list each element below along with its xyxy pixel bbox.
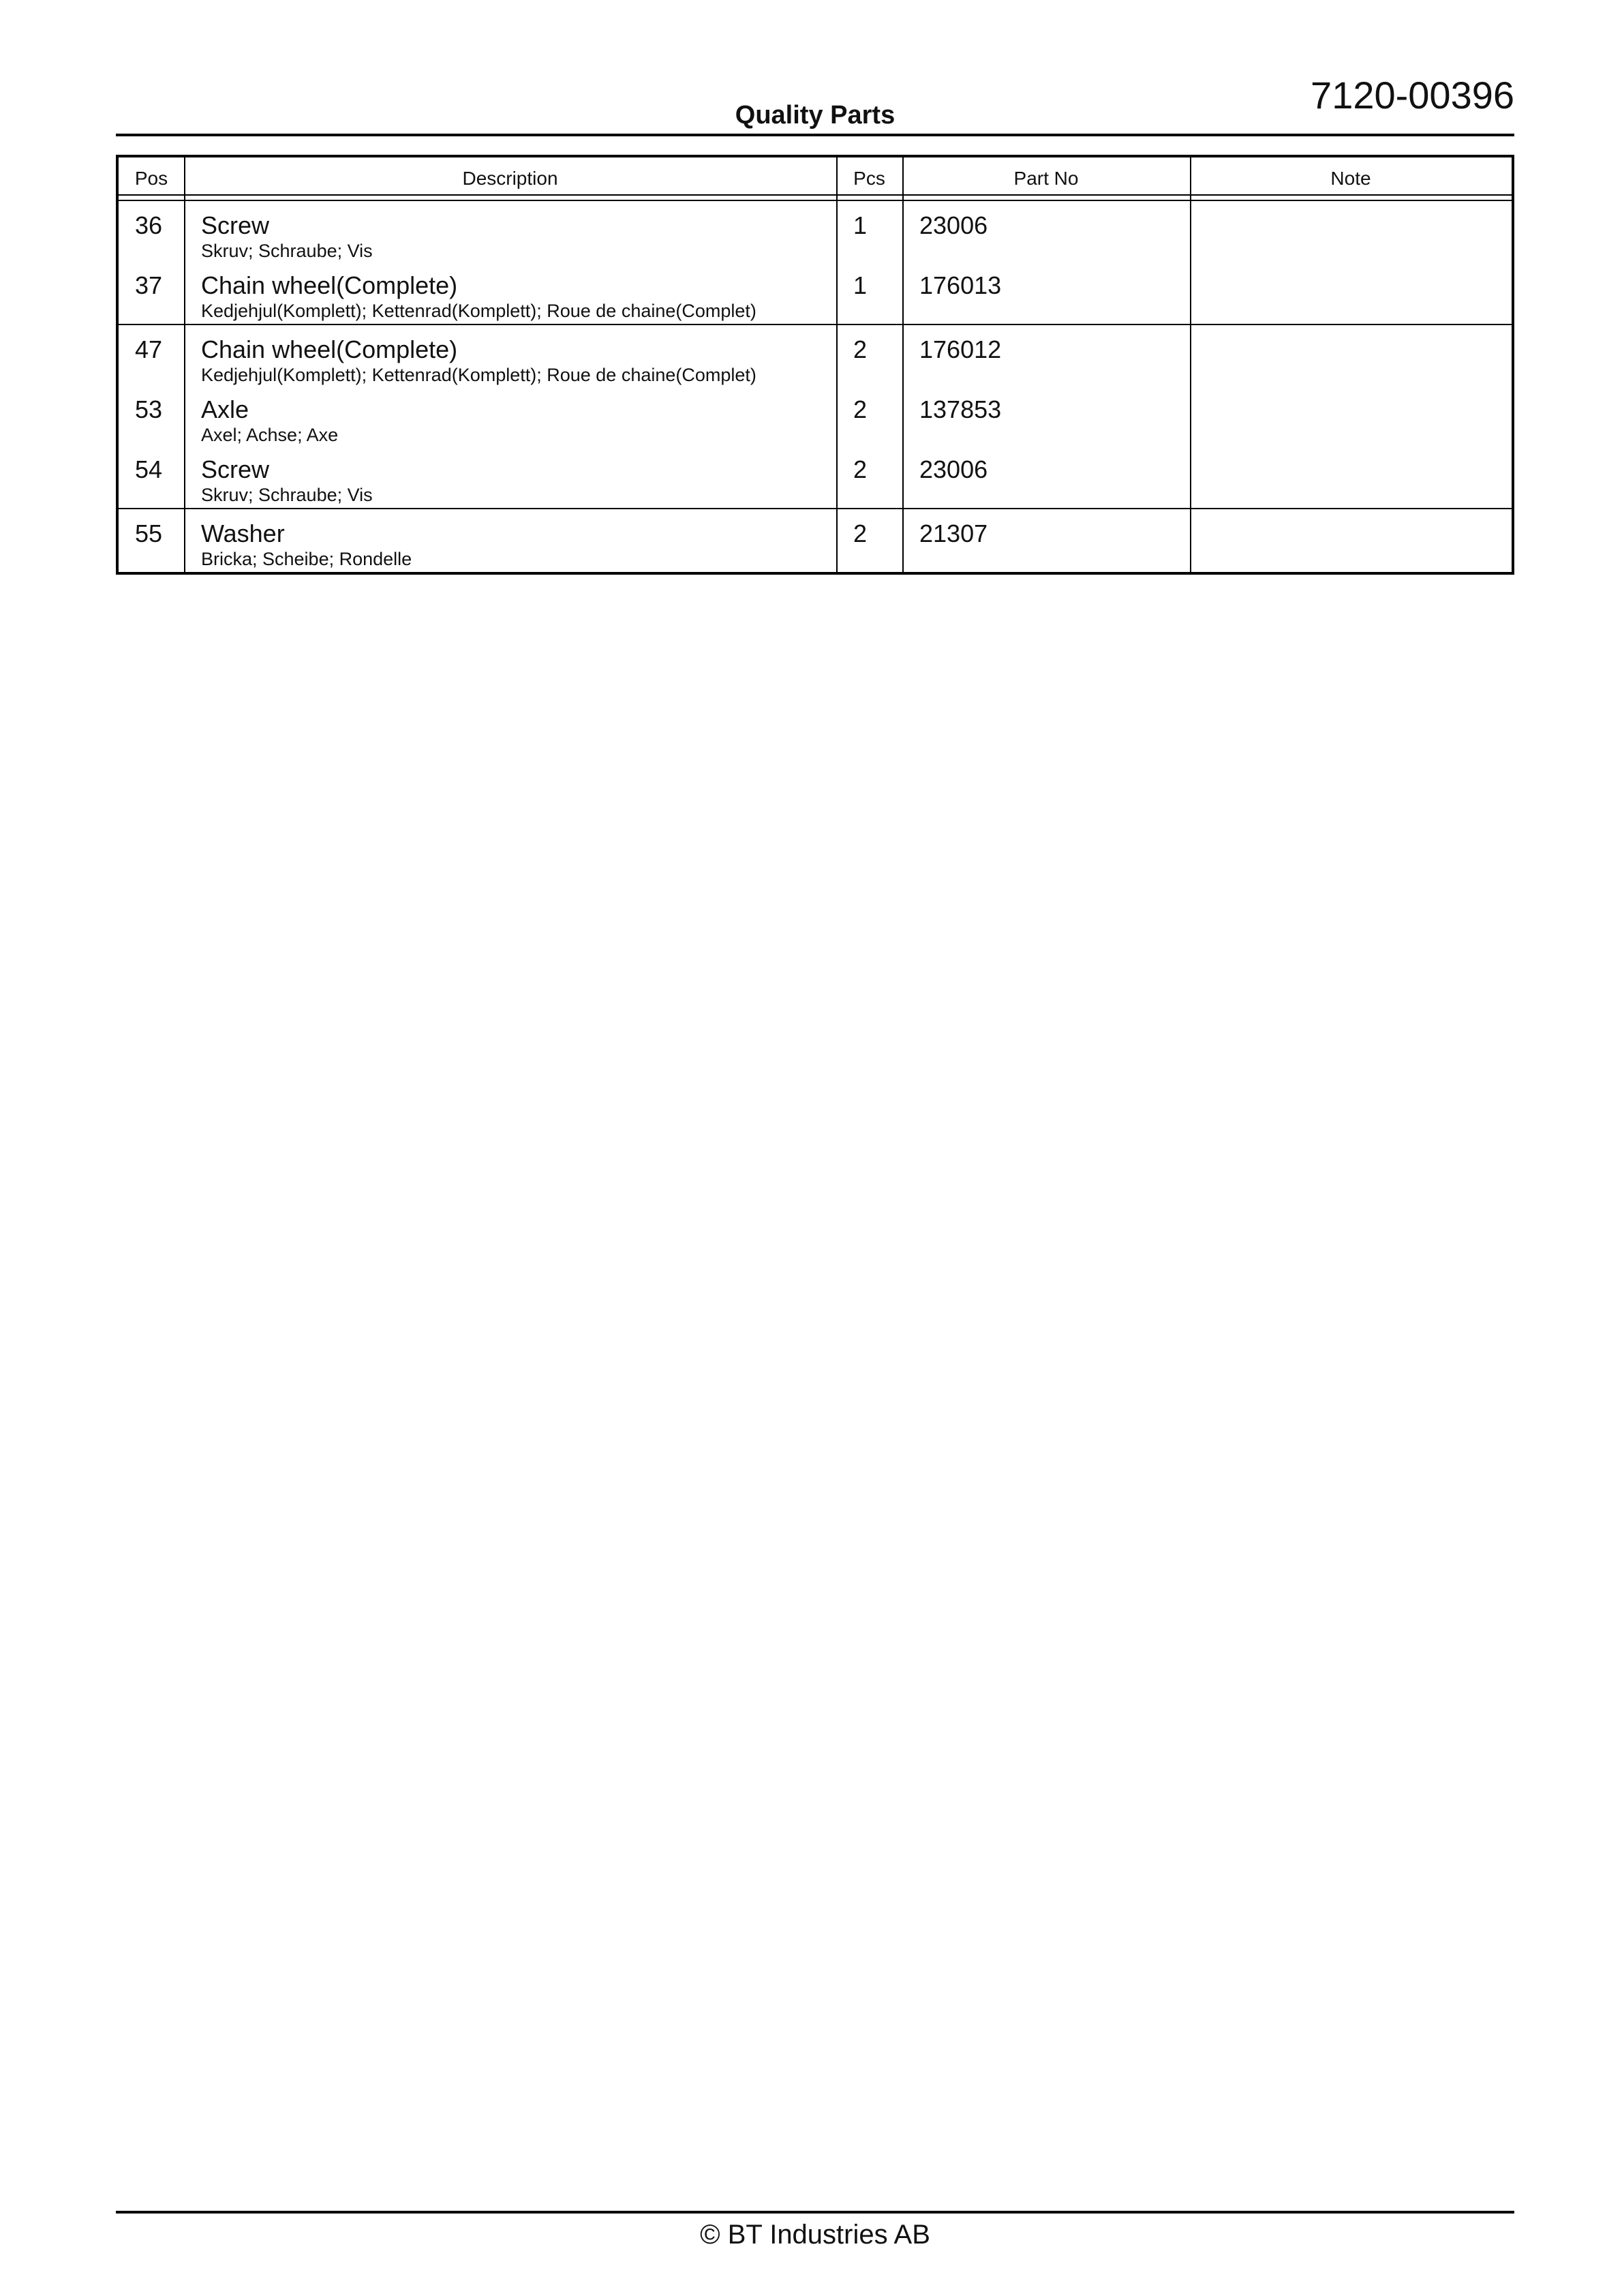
cell-pos: 55 bbox=[135, 519, 163, 547]
cell-part-name: Chain wheel(Complete) bbox=[201, 271, 458, 299]
cell-part-name: Washer bbox=[201, 519, 285, 547]
cell-part-no: 176012 bbox=[919, 335, 1002, 363]
cell-pcs: 2 bbox=[853, 455, 868, 483]
cell-translations: Axel; Achse; Axe bbox=[201, 425, 339, 445]
cell-part-name: Screw bbox=[201, 455, 270, 483]
cell-part-no: 21307 bbox=[919, 519, 988, 547]
cell-part-no: 23006 bbox=[919, 455, 988, 483]
table-group bbox=[119, 201, 1512, 325]
table-row bbox=[119, 509, 1512, 569]
column-header-pcs: Pcs bbox=[853, 168, 885, 189]
column-header-part-no: Part No bbox=[1013, 168, 1079, 189]
table-row bbox=[119, 445, 1512, 505]
table-row bbox=[119, 201, 1512, 261]
cell-part-name: Screw bbox=[201, 211, 270, 239]
footer-divider bbox=[116, 2211, 1514, 2214]
doc-number: 7120-00396 bbox=[1311, 74, 1514, 117]
cell-pcs: 2 bbox=[853, 335, 868, 363]
table-header bbox=[119, 157, 1512, 196]
column-header-description: Description bbox=[462, 168, 558, 189]
cell-pcs: 2 bbox=[853, 519, 868, 547]
header-divider bbox=[116, 134, 1514, 136]
table-group bbox=[119, 509, 1512, 572]
page-title: Quality Parts bbox=[735, 101, 896, 130]
table-row bbox=[119, 325, 1512, 385]
cell-part-no: 137853 bbox=[919, 395, 1002, 423]
cell-part-no: 176013 bbox=[919, 271, 1002, 299]
table-row bbox=[119, 385, 1512, 445]
cell-part-name: Chain wheel(Complete) bbox=[201, 335, 458, 363]
cell-translations: Skruv; Schraube; Vis bbox=[201, 241, 373, 261]
cell-pos: 53 bbox=[135, 395, 163, 423]
cell-translations: Kedjehjul(Komplett); Kettenrad(Komplett); Roue de chaine(Complet) bbox=[201, 365, 756, 385]
column-header-note: Note bbox=[1330, 168, 1371, 189]
cell-pos: 47 bbox=[135, 335, 163, 363]
cell-pos: 36 bbox=[135, 211, 163, 239]
parts-table bbox=[116, 155, 1514, 575]
cell-part-name: Axle bbox=[201, 395, 249, 423]
cell-pcs: 1 bbox=[853, 211, 868, 239]
cell-translations: Kedjehjul(Komplett); Kettenrad(Komplett); Roue de chaine(Complet) bbox=[201, 301, 756, 321]
cell-translations: Bricka; Scheibe; Rondelle bbox=[201, 549, 412, 569]
copyright-text: © BT Industries AB bbox=[700, 2220, 930, 2250]
table-group bbox=[119, 325, 1512, 509]
cell-part-no: 23006 bbox=[919, 211, 988, 239]
cell-translations: Skruv; Schraube; Vis bbox=[201, 485, 373, 505]
cell-pos: 37 bbox=[135, 271, 163, 299]
cell-pcs: 2 bbox=[853, 395, 868, 423]
column-header-pos: Pos bbox=[134, 168, 168, 189]
table-row bbox=[119, 261, 1512, 321]
cell-pcs: 1 bbox=[853, 271, 868, 299]
table-header-gap bbox=[119, 196, 1512, 201]
cell-pos: 54 bbox=[135, 455, 163, 483]
